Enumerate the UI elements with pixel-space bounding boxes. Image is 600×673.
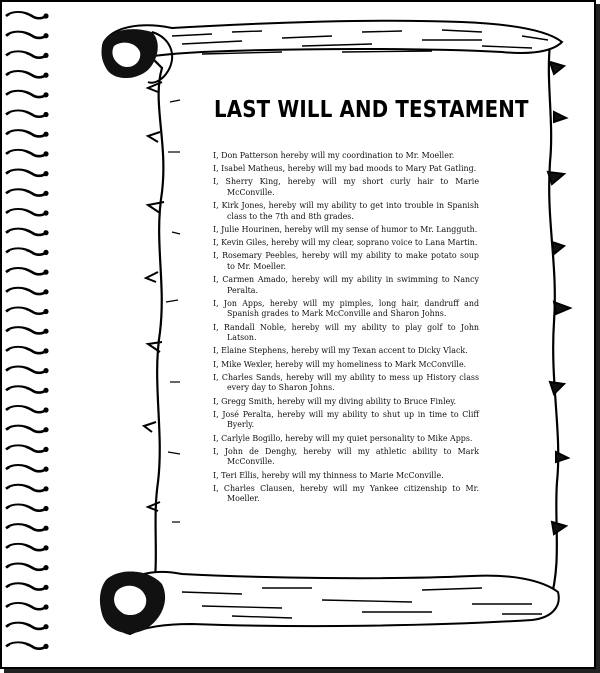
will-entry: I, Carlyle Bogillo, hereby will my quiet personality to Mike Apps.: [213, 433, 473, 443]
will-entry: I, Charles Sands, hereby will my ability to mess up History class every day to Sharon Johns.: [213, 372, 479, 393]
will-entry: I, Isabel Matheus, hereby will my bad moods to Mary Pat Gatling.: [213, 164, 477, 174]
will-entry: I, Randall Noble, hereby will my ability to play golf to John Latson.: [213, 322, 479, 343]
will-entry: I, Gregg Smith, hereby will my diving ability to Bruce Finley.: [213, 396, 457, 406]
will-entry: I, Carmen Amado, hereby will my ability in swimming to Nancy Peralta.: [213, 275, 479, 295]
will-entry: I, Don Patterson hereby will my coordination to Mr. Moeller.: [213, 151, 455, 160]
will-entry: I, Teri Ellis, hereby will my thinness to Marie McConville.: [213, 470, 444, 480]
will-entry: I, Rosemary Peebles, hereby will my ability to make potato soup to Mr. Moeller.: [213, 251, 479, 271]
will-entry: I, John de Denghy, hereby will my athletic ability to Mark McConville.: [213, 446, 479, 467]
will-entries-list: [213, 151, 479, 508]
will-entry: I, Kevin Giles, hereby will my clear, soprano voice to Lana Martin.: [213, 238, 478, 248]
will-entry: I, Kirk Jones, hereby will my ability to get into trouble in Spanish class to the 7th and 8th grades.: [213, 201, 479, 221]
will-entry: I, Elaine Stephens, hereby will my Texan accent to Dicky Vlack.: [213, 346, 468, 356]
will-entry: I, José Peralta, hereby will my ability to shut up in time to Cliff Byerly.: [213, 409, 479, 430]
will-entry: I, Charles Clausen, hereby will my Yankee citizenship to Mr. Moeller.: [213, 483, 479, 504]
page-title: LAST WILL AND TESTAMENT: [214, 97, 529, 123]
will-entry: I, Julie Hourinen, hereby will my sense of humor to Mr. Langguth.: [213, 224, 478, 234]
will-entry: I, Mike Wexler, hereby will my homeliness to Mark McConville.: [213, 359, 467, 369]
will-entry: I, Jon Apps, hereby will my pimples, long hair, dandruff and Spanish grades to Mark McConville and Sharon Johns.: [213, 298, 479, 319]
will-entry: I, Sherry King, hereby will my short curly hair to Marie McConville.: [213, 177, 479, 197]
